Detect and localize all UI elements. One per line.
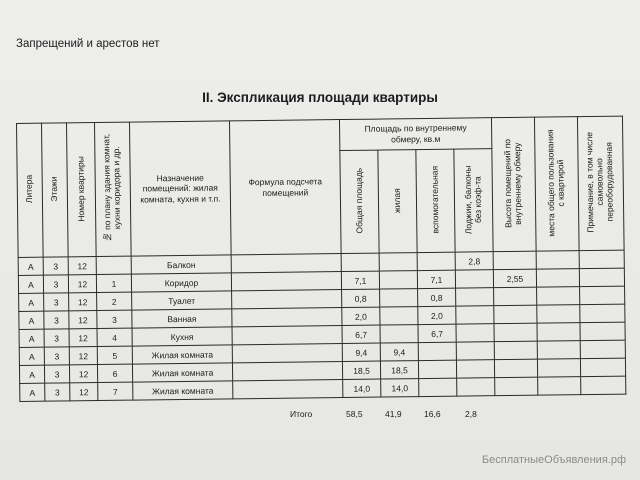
totals-aux: 16,6 — [424, 409, 441, 419]
cell-loggia: 2,8 — [455, 252, 493, 270]
cell-pom: 3 — [97, 310, 132, 328]
totals-row — [0, 409, 640, 423]
cell-etazh: 3 — [44, 329, 69, 347]
cell-loggia — [456, 324, 494, 342]
cell-name: Жилая комната — [132, 363, 232, 382]
cell-etazh: 3 — [43, 275, 68, 293]
header-living: жилая — [378, 150, 417, 253]
cell-height — [494, 341, 537, 360]
cell-aux — [418, 360, 456, 378]
cell-name: Туалет — [132, 291, 232, 310]
cell-common — [537, 287, 580, 306]
header-litera: Литера — [17, 123, 44, 257]
cell-remark — [580, 340, 625, 359]
cell-kv: 12 — [68, 275, 96, 293]
cell-aux — [417, 252, 455, 270]
cell-kv: 12 — [69, 293, 97, 311]
cell-height — [494, 359, 537, 378]
cell-kv: 12 — [69, 329, 97, 347]
cell-etazh: 3 — [44, 311, 69, 329]
cell-total: 0,8 — [342, 289, 380, 307]
cell-remark — [579, 250, 624, 269]
cell-common — [536, 251, 579, 270]
header-aux: вспомогательная — [416, 149, 455, 252]
cell-kv: 12 — [69, 365, 97, 383]
cell-litera: А — [18, 275, 43, 293]
cell-living — [379, 271, 417, 289]
cell-formula — [232, 362, 342, 381]
cell-aux — [419, 378, 457, 396]
cell-name: Ванная — [132, 309, 232, 328]
cell-name: Кухня — [132, 327, 232, 346]
cell-formula — [232, 308, 342, 327]
cell-loggia — [456, 360, 494, 378]
header-common: места общего пользования с квартирой — [535, 117, 580, 252]
cell-total: 7,1 — [341, 271, 379, 289]
cell-kv: 12 — [68, 257, 96, 275]
explication-table — [16, 116, 626, 402]
cell-formula — [231, 254, 341, 273]
cell-remark — [579, 268, 624, 287]
cell-common — [536, 269, 579, 288]
cell-loggia — [457, 378, 495, 396]
header-nomer-pom: № по плану здания комнат, кухни коридора и др. — [95, 122, 132, 256]
cell-pom: 1 — [96, 274, 131, 292]
cell-etazh: 3 — [43, 257, 68, 275]
cell-kv: 12 — [70, 383, 98, 401]
cell-litera: А — [19, 347, 44, 365]
cell-name: Жилая комната — [132, 345, 232, 364]
cell-remark — [580, 322, 625, 341]
cell-height — [494, 305, 537, 324]
header-height: Высота помещений по внутреннему обмеру — [492, 117, 537, 252]
cell-height — [495, 377, 538, 396]
header-nomer-kv: Номер квартиры — [67, 123, 97, 257]
cell-litera: А — [20, 383, 45, 401]
cell-etazh: 3 — [44, 365, 69, 383]
cell-living — [380, 289, 418, 307]
cell-kv: 12 — [69, 347, 97, 365]
cell-remark — [580, 286, 625, 305]
cell-remark — [581, 376, 626, 395]
cell-total: 2,0 — [342, 307, 380, 325]
cell-aux: 0,8 — [418, 288, 456, 306]
cell-living — [380, 307, 418, 325]
watermark: БесплатныеОбъявления.рф — [481, 454, 626, 466]
cell-living — [380, 325, 418, 343]
cell-litera: А — [19, 293, 44, 311]
cell-living — [379, 253, 417, 271]
cell-total — [341, 253, 379, 271]
cell-litera: А — [19, 329, 44, 347]
cell-aux: 7,1 — [417, 270, 455, 288]
cell-common — [537, 323, 580, 342]
cell-formula — [232, 326, 342, 345]
cell-formula — [231, 272, 341, 291]
cell-name: Балкон — [131, 255, 231, 274]
cell-etazh: 3 — [44, 347, 69, 365]
header-formula: Формула подсчета помещений — [229, 120, 341, 255]
cell-pom: 2 — [97, 292, 132, 310]
cell-common — [537, 341, 580, 360]
header-etazh: Этажи — [42, 123, 69, 257]
header-total-area: Общая площадь — [340, 150, 379, 253]
header-naznachenie: Назначение помещений: жилая комната, кухня и т.п. — [129, 121, 231, 256]
totals-total: 58,5 — [346, 409, 363, 419]
cell-name: Жилая комната — [133, 381, 233, 400]
header-remark: Примечание, в том числе самовольно переоборудованная — [578, 116, 625, 251]
cell-remark — [580, 304, 625, 323]
cell-kv: 12 — [69, 311, 97, 329]
cell-loggia — [456, 342, 494, 360]
cell-pom: 7 — [98, 382, 133, 400]
cell-pom — [96, 256, 131, 274]
cell-height — [494, 287, 537, 306]
cell-height: 2,55 — [493, 269, 536, 288]
cell-loggia — [456, 288, 494, 306]
page-title: II. Экспликация площади квартиры — [202, 90, 438, 105]
cell-formula — [232, 290, 342, 309]
header-area-group: Площадь по внутреннему обмеру, кв.м — [339, 118, 491, 151]
cell-pom: 5 — [97, 346, 132, 364]
table-body — [18, 250, 626, 401]
cell-loggia — [456, 306, 494, 324]
cell-common — [538, 377, 581, 396]
restrictions-note: Запрещений и арестов нет — [16, 38, 160, 50]
cell-total: 9,4 — [342, 343, 380, 361]
cell-total: 18,5 — [342, 361, 380, 379]
cell-loggia — [455, 270, 493, 288]
cell-total: 6,7 — [342, 325, 380, 343]
totals-living: 41,9 — [385, 409, 402, 419]
cell-pom: 6 — [97, 364, 132, 382]
totals-label: Итого — [290, 409, 313, 419]
totals-loggia: 2,8 — [465, 409, 477, 419]
cell-height — [494, 323, 537, 342]
cell-height — [493, 251, 536, 270]
cell-aux: 2,0 — [418, 306, 456, 324]
cell-remark — [580, 358, 625, 377]
cell-pom: 4 — [97, 328, 132, 346]
cell-total: 14,0 — [343, 379, 381, 397]
cell-litera: А — [19, 365, 44, 383]
cell-name: Коридор — [131, 273, 231, 292]
cell-litera: А — [18, 257, 43, 275]
cell-living: 18,5 — [380, 361, 418, 379]
cell-common — [537, 359, 580, 378]
cell-living: 9,4 — [380, 343, 418, 361]
header-loggia: Лоджии, балконы без коэф-та — [454, 149, 493, 252]
cell-living: 14,0 — [381, 379, 419, 397]
cell-aux: 6,7 — [418, 324, 456, 342]
cell-etazh: 3 — [44, 293, 69, 311]
cell-common — [537, 305, 580, 324]
cell-etazh: 3 — [45, 383, 70, 401]
cell-formula — [233, 380, 343, 399]
cell-formula — [232, 344, 342, 363]
cell-aux — [418, 342, 456, 360]
cell-litera: А — [19, 311, 44, 329]
